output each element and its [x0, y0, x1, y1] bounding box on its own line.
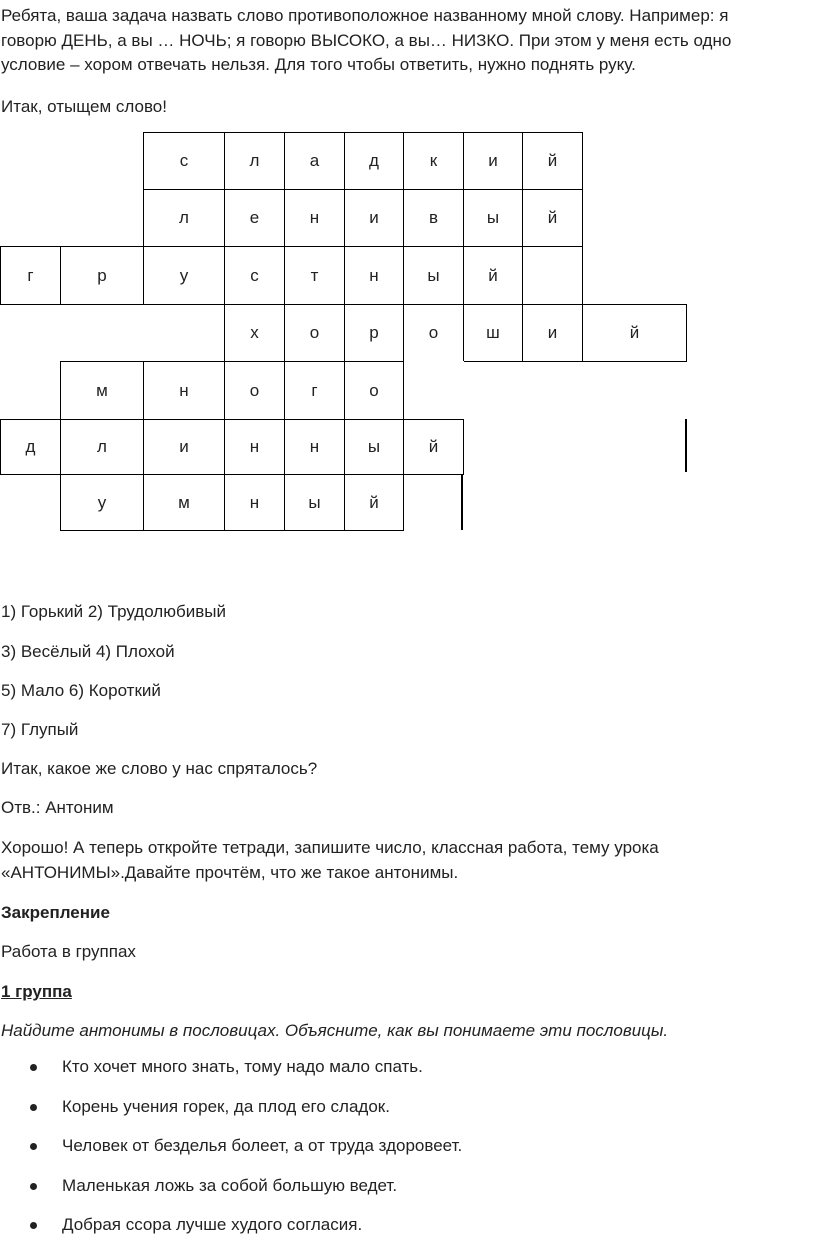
crossword-cell: г	[284, 361, 345, 420]
crossword-cell: ы	[344, 419, 404, 475]
crossword-cell: л	[224, 132, 285, 190]
crossword-cell: а	[284, 132, 345, 190]
crossword-cell: х	[224, 304, 285, 362]
crossword-cell: й	[403, 419, 464, 475]
crossword-cell: н	[224, 474, 285, 531]
clue-1: 1) Горький 2) Трудолюбивый	[1, 602, 226, 621]
notebook-paragraph	[1, 836, 801, 885]
proverb-text: Корень учения горек, да плод его сладок.	[62, 1096, 390, 1116]
crossword-cell: н	[344, 246, 404, 305]
crossword-cell: л	[60, 419, 144, 475]
consolidation-heading: Закрепление	[1, 903, 110, 922]
crossword-cell: р	[344, 304, 404, 362]
crossword-cell: й	[582, 304, 687, 362]
notebook-line-2: «АНТОНИМЫ».Давайте прочтём, что же такое антонимы.	[1, 862, 459, 882]
list-item	[0, 1213, 800, 1253]
task-instruction: Найдите антонимы в пословицах. Объясните, как вы понимаете эти пословицы.	[1, 1021, 669, 1040]
crossword-cell: с	[143, 132, 225, 190]
crossword-cell: ш	[463, 304, 523, 362]
crossword-cell: й	[522, 189, 583, 247]
answer-text: Отв.: Антоним	[1, 798, 114, 817]
crossword-cell: й	[522, 132, 583, 190]
proverb-text: Человек от безделья болеет, а от труда здоровеет.	[62, 1136, 463, 1155]
crossword-cell: д	[0, 419, 61, 475]
crossword-cell: с	[224, 246, 285, 305]
proverb-text: Маленькая ложь за собой большую ведет.	[62, 1175, 398, 1195]
bullet-icon	[30, 1222, 37, 1229]
table-border-line	[685, 419, 687, 472]
crossword-cell: к	[403, 132, 464, 190]
crossword-cell: р	[60, 246, 144, 305]
crossword-cell: м	[143, 474, 225, 531]
crossword-cell: и	[344, 189, 404, 247]
list-item	[0, 1055, 800, 1095]
crossword-cell: н	[143, 361, 225, 420]
crossword-cell: о	[224, 361, 285, 420]
proverb-text: Добрая ссора лучше худого согласия.	[62, 1215, 363, 1234]
crossword-cell: й	[463, 246, 523, 305]
notebook-line-1: Хорошо! А теперь откройте тетради, запишите число, классная работа, тему урока	[1, 838, 659, 857]
crossword-cell: у	[143, 246, 225, 305]
group-1-heading: 1 группа	[1, 982, 72, 1001]
list-item	[0, 1174, 800, 1214]
crossword-empty-cell	[403, 361, 464, 420]
crossword-cell: ы	[284, 474, 345, 531]
intro-line-3: условие – хором отвечать нельзя. Для того чтобы ответить, нужно поднять руку.	[1, 55, 636, 74]
intro-line-2: говорю ДЕНЬ, а вы … НОЧЬ; я говорю ВЫСОКО, а вы… НИЗКО. При этом у меня есть одно	[1, 30, 732, 50]
crossword-cell: е	[224, 189, 285, 247]
crossword-cell: н	[284, 189, 345, 247]
proverb-text: Кто хочет много знать, тому надо мало спать.	[62, 1057, 423, 1076]
crossword-cell: ы	[463, 189, 523, 247]
crossword-cell: у	[60, 474, 144, 531]
list-item	[0, 1095, 800, 1135]
bullet-icon	[30, 1183, 37, 1190]
clue-3: 5) Мало 6) Короткий	[1, 681, 161, 700]
crossword-cell: л	[143, 189, 225, 247]
crossword-cell: й	[344, 474, 404, 531]
crossword-cell: и	[463, 132, 523, 190]
crossword-cell: ы	[403, 246, 464, 305]
group-work-text: Работа в группах	[1, 942, 136, 961]
crossword-empty-cell	[522, 246, 583, 305]
list-item	[0, 1134, 800, 1174]
intro-paragraph	[1, 4, 801, 78]
bullet-icon	[30, 1104, 37, 1111]
table-border-line	[461, 474, 463, 530]
crossword-cell: о	[344, 361, 404, 420]
find-word-text: Итак, отыщем слово!	[1, 97, 167, 116]
bullet-icon	[30, 1064, 37, 1071]
crossword-cell: и	[143, 419, 225, 475]
crossword-cell: н	[224, 419, 285, 475]
crossword-cell: в	[403, 189, 464, 247]
clue-2: 3) Весёлый 4) Плохой	[1, 642, 175, 661]
crossword-cell: г	[0, 246, 61, 305]
crossword-cell: и	[522, 304, 583, 362]
crossword-cell: о	[284, 304, 345, 362]
crossword-cell: м	[60, 361, 144, 420]
hidden-word-question: Итак, какое же слово у нас спряталось?	[1, 759, 318, 778]
crossword-cell: н	[284, 419, 345, 475]
crossword-cell: д	[344, 132, 404, 190]
crossword-cell: т	[284, 246, 345, 305]
bullet-icon	[30, 1143, 37, 1150]
intro-line-1: Ребята, ваша задача назвать слово противоположное названному мной слову. Например: я	[1, 6, 729, 25]
crossword-cell: о	[403, 304, 464, 362]
clue-4: 7) Глупый	[1, 720, 79, 739]
proverb-list	[0, 1055, 800, 1253]
